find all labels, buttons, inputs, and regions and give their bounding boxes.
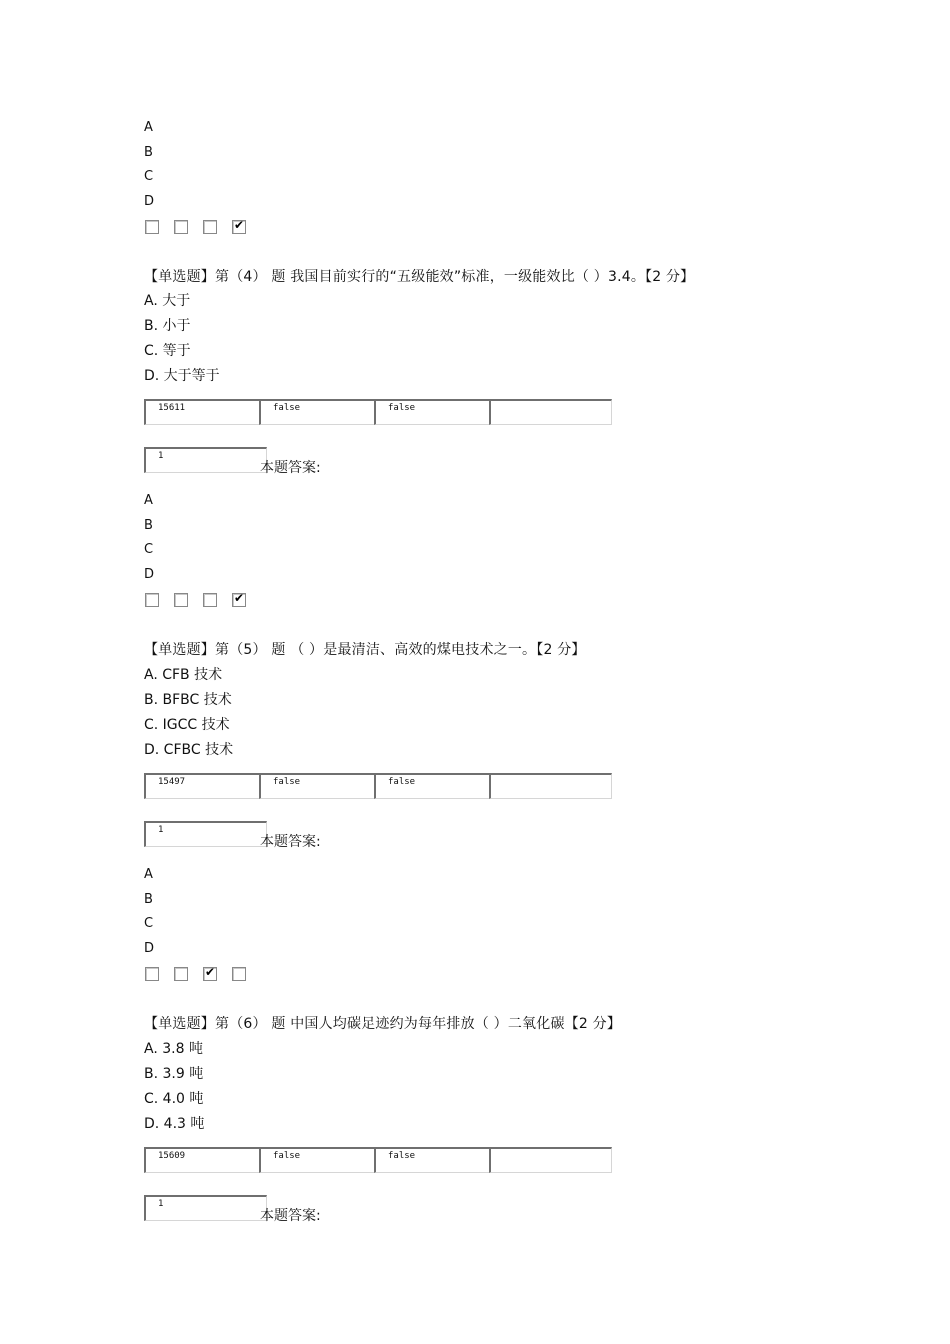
question-6-id-field[interactable]: 15609 — [144, 1147, 267, 1173]
question-4-option-d: D. 大于等于 — [144, 368, 220, 384]
checkbox-a[interactable] — [145, 220, 159, 234]
question-4-checkbox-b[interactable] — [174, 593, 188, 607]
question-5-option-a: A. CFB 技术 — [144, 667, 223, 683]
question-5-flag-field-2[interactable]: false — [374, 773, 497, 799]
question-5-flag-field-1[interactable]: false — [259, 773, 382, 799]
question-6-option-b: B. 3.9 吨 — [144, 1066, 204, 1082]
letter-c: C — [144, 169, 154, 184]
question-5-letter-c: C — [144, 916, 154, 931]
question-6-flag-field-2[interactable]: false — [374, 1147, 497, 1173]
letter-b: B — [144, 145, 153, 160]
question-5-title: 【单选题】第（5） 题 （ ）是最清洁、高效的煤电技术之一。【2 分】 — [144, 642, 586, 658]
question-5-answer-label: 本题答案: — [260, 834, 321, 850]
checkbox-b[interactable] — [174, 220, 188, 234]
question-5-letter-b: B — [144, 892, 153, 907]
question-4-id-field[interactable]: 15611 — [144, 399, 267, 425]
question-5-checkbox-b[interactable] — [174, 967, 188, 981]
question-5-letter-a: A — [144, 867, 153, 882]
question-5-checkbox-c[interactable] — [203, 967, 217, 981]
checkbox-d[interactable] — [232, 220, 246, 234]
question-5-letter-d: D — [144, 941, 155, 956]
question-6-option-d: D. 4.3 吨 — [144, 1116, 205, 1132]
question-5-checkbox-d[interactable] — [232, 967, 246, 981]
question-4-letter-a: A — [144, 493, 153, 508]
question-5-empty-field[interactable] — [489, 773, 612, 799]
question-5-answer-field[interactable]: 1 — [144, 821, 267, 847]
question-6-title: 【单选题】第（6） 题 中国人均碳足迹约为每年排放（ ）二氧化碳【2 分】 — [144, 1016, 622, 1032]
question-5-id-field[interactable]: 15497 — [144, 773, 267, 799]
question-6-answer-label: 本题答案: — [260, 1208, 321, 1224]
checkbox-c[interactable] — [203, 220, 217, 234]
question-6-empty-field[interactable] — [489, 1147, 612, 1173]
question-4-letter-b: B — [144, 518, 153, 533]
checkmark-icon: ✔ — [234, 591, 245, 605]
question-4-letter-c: C — [144, 542, 154, 557]
question-5-option-d: D. CFBC 技术 — [144, 742, 234, 758]
question-6-option-a: A. 3.8 吨 — [144, 1041, 203, 1057]
question-4-empty-field[interactable] — [489, 399, 612, 425]
question-5-checkbox-a[interactable] — [145, 967, 159, 981]
question-6-flag-field-1[interactable]: false — [259, 1147, 382, 1173]
question-4-title: 【单选题】第（4） 题 我国目前实行的“五级能效”标准，一级能效比（ ）3.4。【2 分】 — [144, 269, 695, 285]
letter-a: A — [144, 120, 153, 135]
checkmark-icon: ✔ — [234, 218, 245, 232]
letter-d: D — [144, 194, 155, 209]
question-5-option-b: B. BFBC 技术 — [144, 692, 232, 708]
question-6-option-c: C. 4.0 吨 — [144, 1091, 204, 1107]
checkmark-icon: ✔ — [205, 965, 216, 979]
question-4-checkbox-a[interactable] — [145, 593, 159, 607]
question-4-letter-d: D — [144, 567, 155, 582]
question-4-option-a: A. 大于 — [144, 293, 191, 309]
question-4-answer-label: 本题答案: — [260, 460, 321, 476]
question-4-option-b: B. 小于 — [144, 318, 191, 334]
question-4-checkbox-c[interactable] — [203, 593, 217, 607]
question-4-option-c: C. 等于 — [144, 343, 191, 359]
question-4-answer-field[interactable]: 1 — [144, 447, 267, 473]
question-4-checkbox-d[interactable] — [232, 593, 246, 607]
question-4-flag-field-2[interactable]: false — [374, 399, 497, 425]
question-5-option-c: C. IGCC 技术 — [144, 717, 230, 733]
question-6-answer-field[interactable]: 1 — [144, 1195, 267, 1221]
question-4-flag-field-1[interactable]: false — [259, 399, 382, 425]
